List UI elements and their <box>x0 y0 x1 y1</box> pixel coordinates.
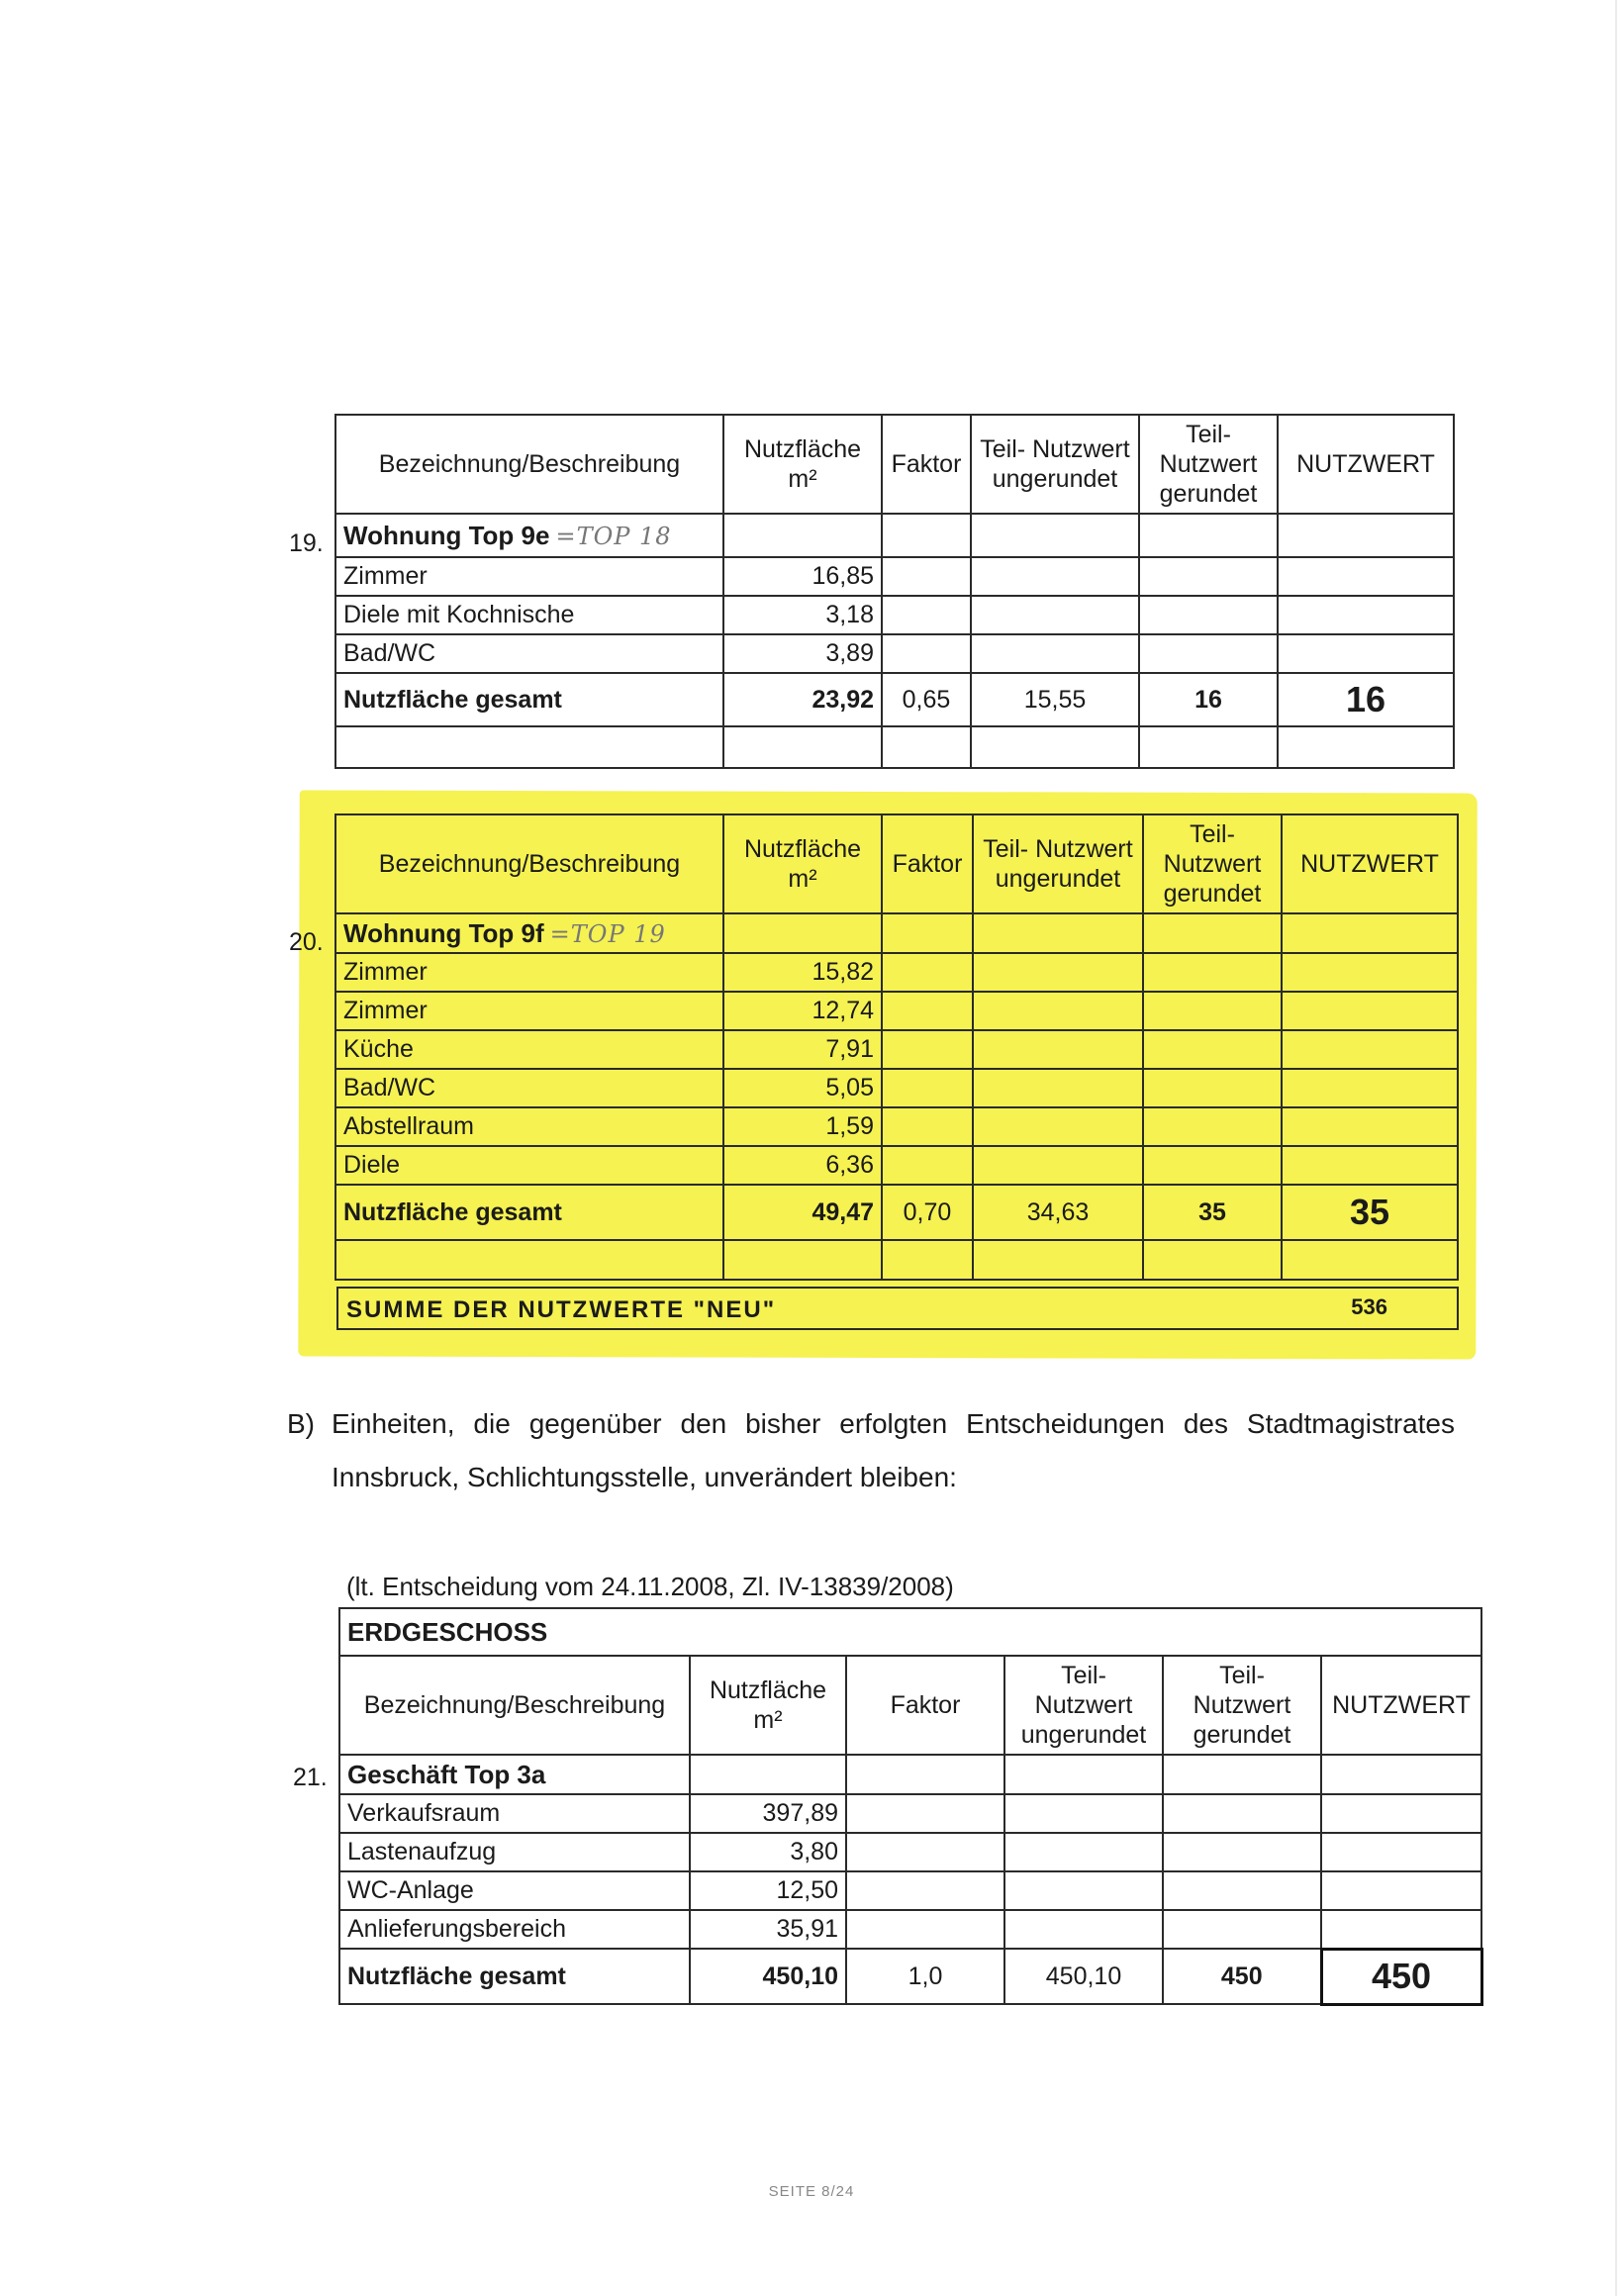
handwritten-note: =TOP 19 <box>549 919 666 948</box>
header-nutzflaeche: Nutzfläche m² <box>690 1656 846 1755</box>
table-row: Anlieferungsbereich 35,91 <box>339 1910 1481 1949</box>
header-nutzwert: NUTZWERT <box>1321 1656 1481 1755</box>
total-area: 23,92 <box>723 673 882 726</box>
table-row: Bad/WC 5,05 <box>335 1069 1458 1107</box>
header-bezeichnung: Bezeichnung/Beschreibung <box>335 814 723 913</box>
total-label: Nutzfläche gesamt <box>335 1185 723 1240</box>
table-row: Lastenaufzug 3,80 <box>339 1833 1481 1871</box>
header-nutzwert: NUTZWERT <box>1282 814 1458 913</box>
unit-title: Geschäft Top 3a <box>339 1755 690 1794</box>
table-row-title <box>335 913 1458 953</box>
gerundet-value: 450 <box>1163 1949 1321 2004</box>
nutzwert-value: 450 <box>1321 1949 1481 2004</box>
summe-row <box>336 1287 1459 1330</box>
decision-reference: (lt. Entscheidung vom 24.11.2008, Zl. IV-13839/2008) <box>346 1572 954 1601</box>
header-nutzwert: NUTZWERT <box>1278 415 1454 514</box>
header-bezeichnung: Bezeichnung/Beschreibung <box>335 415 723 514</box>
page-edge <box>1615 0 1617 2296</box>
table-row-total <box>339 1949 1481 2004</box>
header-teil-ungerundet: Teil- Nutzwert ungerundet <box>973 814 1143 913</box>
header-nutzflaeche: Nutzfläche m² <box>723 814 882 913</box>
table-row-title <box>335 514 1454 557</box>
table-row: Abstellraum 1,59 <box>335 1107 1458 1146</box>
summe-value: 536 <box>1351 1294 1387 1319</box>
table-row: Zimmer 16,85 <box>335 557 1454 596</box>
faktor-value: 0,65 <box>882 673 971 726</box>
section-b-text: Einheiten, die gegenüber den bisher erfolgten Entscheidungen des Stadtmagistrates Innsbruck, Schlichtungsstelle, unverändert bleiben: <box>332 1408 1455 1492</box>
table-row: Zimmer 12,74 <box>335 992 1458 1030</box>
table-row-title <box>339 1755 1481 1794</box>
ungerundet-value: 450,10 <box>1004 1949 1163 2004</box>
page-footer: SEITE 8/24 <box>768 2183 855 2200</box>
table-19 <box>334 414 1455 769</box>
header-faktor: Faktor <box>846 1656 1004 1755</box>
table-20 <box>334 813 1459 1281</box>
table-row: Verkaufsraum 397,89 <box>339 1794 1481 1833</box>
item-number-20: 20. <box>289 928 324 956</box>
ungerundet-value: 15,55 <box>971 673 1139 726</box>
floor-row <box>339 1608 1481 1656</box>
table-row-total <box>335 673 1454 726</box>
gerundet-value: 16 <box>1139 673 1278 726</box>
summe-label: SUMME DER NUTZWERTE "NEU" <box>346 1296 777 1323</box>
table-header-row <box>335 415 1454 514</box>
header-nutzflaeche: Nutzfläche m² <box>723 415 882 514</box>
table-row: Diele mit Kochnische 3,18 <box>335 596 1454 634</box>
table-row: WC-Anlage 12,50 <box>339 1871 1481 1910</box>
header-faktor: Faktor <box>882 415 971 514</box>
header-bezeichnung: Bezeichnung/Beschreibung <box>339 1656 690 1755</box>
nutzwert-value: 35 <box>1282 1185 1458 1240</box>
total-area: 49,47 <box>723 1185 882 1240</box>
table-row: Zimmer 15,82 <box>335 953 1458 992</box>
header-teil-gerundet: Teil- Nutzwert gerundet <box>1143 814 1282 913</box>
total-label: Nutzfläche gesamt <box>339 1949 690 2004</box>
faktor-value: 0,70 <box>882 1185 973 1240</box>
handwritten-note: =TOP 18 <box>555 522 672 550</box>
total-label: Nutzfläche gesamt <box>335 673 723 726</box>
table-21 <box>338 1607 1483 2006</box>
floor-title: ERDGESCHOSS <box>339 1608 1481 1656</box>
table-header-row <box>339 1656 1481 1755</box>
header-teil-gerundet: Teil- Nutzwert gerundet <box>1163 1656 1321 1755</box>
total-area: 450,10 <box>690 1949 846 2004</box>
ungerundet-value: 34,63 <box>973 1185 1143 1240</box>
gerundet-value: 35 <box>1143 1185 1282 1240</box>
unit-title: Wohnung Top 9e =TOP 18 <box>335 514 723 557</box>
table-row: Bad/WC 3,89 <box>335 634 1454 673</box>
table-row-empty <box>335 726 1454 768</box>
nutzwert-value: 16 <box>1278 673 1454 726</box>
header-teil-ungerundet: Teil- Nutzwert ungerundet <box>1004 1656 1163 1755</box>
table-header-row <box>335 814 1458 913</box>
table-row: Diele 6,36 <box>335 1146 1458 1185</box>
item-number-19: 19. <box>289 529 324 557</box>
item-number-21: 21. <box>293 1764 328 1791</box>
faktor-value: 1,0 <box>846 1949 1004 2004</box>
table-row: Küche 7,91 <box>335 1030 1458 1069</box>
header-faktor: Faktor <box>882 814 973 913</box>
table-row-total <box>335 1185 1458 1240</box>
section-b-paragraph <box>287 1397 1455 1506</box>
header-teil-gerundet: Teil- Nutzwert gerundet <box>1139 415 1278 514</box>
section-b-letter: B) <box>287 1408 315 1439</box>
header-teil-ungerundet: Teil- Nutzwert ungerundet <box>971 415 1139 514</box>
table-row-empty <box>335 1240 1458 1280</box>
unit-title: Wohnung Top 9f =TOP 19 <box>335 913 723 953</box>
